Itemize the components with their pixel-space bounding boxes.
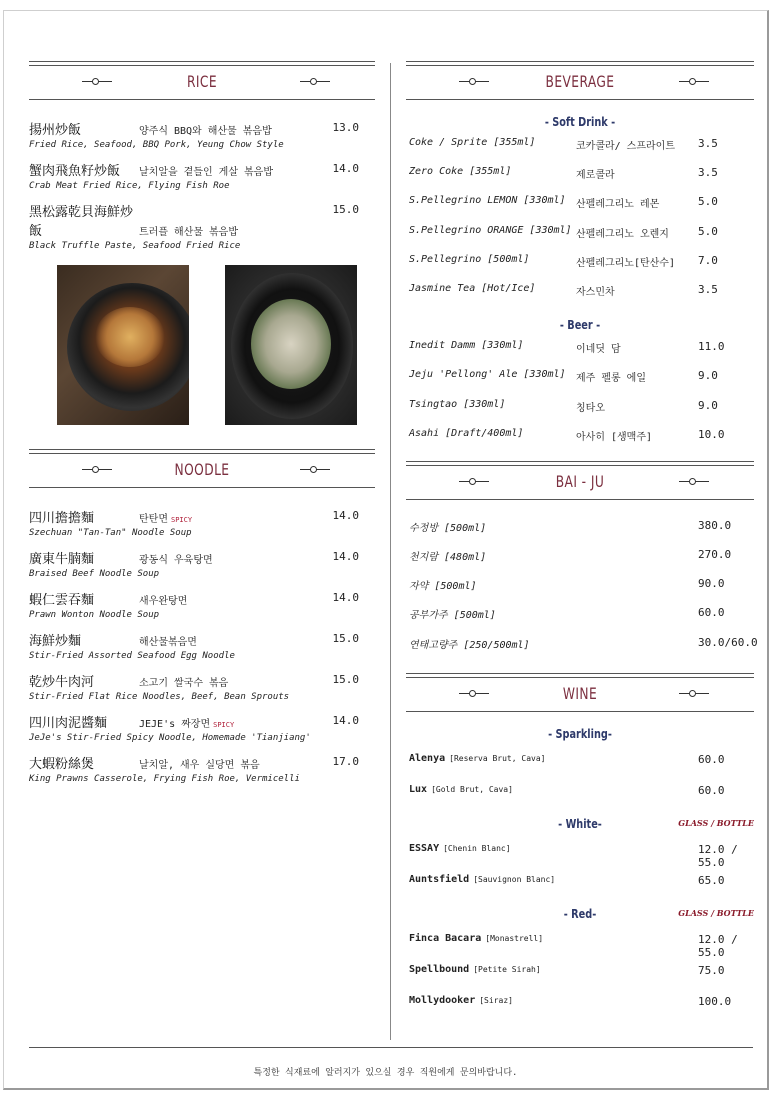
rice-title: RICE xyxy=(186,72,218,91)
menu-item: 廣東牛腩麵 광동식 우육탕면 Braised Beef Noodle Soup 14.0 xyxy=(29,550,359,579)
wine-header xyxy=(406,673,754,717)
red-header xyxy=(406,907,754,921)
rice-dish-photo xyxy=(225,265,357,425)
right-column xyxy=(406,61,758,1026)
item-price: 14.0 xyxy=(332,509,359,522)
menu-page xyxy=(3,10,769,1090)
baiju-row: 연태고량주 [250/500ml] 30.0/60.0 xyxy=(409,635,758,651)
footer-divider xyxy=(29,1047,753,1048)
item-price: 15.0 xyxy=(332,673,359,686)
ornament-icon xyxy=(679,693,709,695)
baiju-list xyxy=(406,518,758,665)
column-divider xyxy=(390,63,391,1040)
menu-item: 四川肉泥醬麵 JEJE's 짜장면 SPICY JeJe's Stir-Fried Spicy Noodle, Homemade 'Tianjiang' 14.0 xyxy=(29,714,359,743)
beverage-row: Inedit Damm [330ml] 이네딧 담 11.0 xyxy=(409,340,725,356)
item-price: 14.0 xyxy=(332,162,359,175)
wine-row: Spellbound [Petite Sirah] 75.0 xyxy=(409,963,725,977)
white-header xyxy=(406,817,754,831)
baiju-title: BAI - JU xyxy=(555,471,605,491)
sparkling-list xyxy=(406,753,754,815)
sparkling-title: - Sparkling- xyxy=(548,726,612,741)
noodle-header xyxy=(29,449,375,493)
beverage-row: Coke / Sprite [355ml] 코카콜라/ 스프라이트 3.5 xyxy=(409,137,718,152)
rice-list xyxy=(29,119,375,251)
item-price: 17.0 xyxy=(332,755,359,768)
ornament-icon xyxy=(679,81,709,83)
item-price: 14.0 xyxy=(332,714,359,727)
spicy-badge: SPICY xyxy=(213,721,235,729)
wine-title: WINE xyxy=(562,683,598,703)
beer-list xyxy=(406,340,754,457)
rice-header xyxy=(29,61,375,105)
spicy-badge: SPICY xyxy=(170,516,193,524)
ornament-icon xyxy=(679,481,709,483)
ornament-icon xyxy=(300,469,330,471)
menu-item: 黑松露乾貝海鮮炒飯 트러플 해산물 볶음밥 Black Truffle Paste, Seafood Fried Rice 15.0 xyxy=(29,203,359,251)
wine-row: Auntsfield [Sauvignon Blanc] 65.0 xyxy=(409,873,725,887)
beverage-row: Tsingtao [330ml] 칭타오 9.0 xyxy=(409,398,718,414)
baiju-row: 공부가주 [500ml] 60.0 xyxy=(409,606,725,622)
beverage-row: Asahi [Draft/400ml] 아사히 [생맥주] 10.0 xyxy=(409,427,725,443)
item-price: 14.0 xyxy=(332,550,359,563)
beverage-row: Zero Coke [355ml] 제로콜라 3.5 xyxy=(409,166,718,182)
menu-item: 乾炒牛肉河 소고기 쌀국수 볶음 Stir-Fried Flat Rice Noodles, Beef, Bean Sprouts 15.0 xyxy=(29,673,359,702)
soft-drink-title: - Soft Drink - xyxy=(544,115,616,129)
ornament-icon xyxy=(300,81,330,83)
item-price: 14.0 xyxy=(332,591,359,604)
noodle-dish-photo xyxy=(57,265,189,425)
menu-item: 四川擔擔麵 탄탄면 SPICY Szechuan "Tan-Tan" Noodle Soup 14.0 xyxy=(29,509,359,538)
white-title: - White- xyxy=(558,816,602,831)
beer-title: - Beer - xyxy=(559,318,601,333)
item-price: 15.0 xyxy=(332,632,359,645)
beverage-row: S.Pellegrino ORANGE [330ml] 산펠레그리노 오렌지 5.0 xyxy=(409,224,718,240)
wine-row: Mollydooker [Siraz] 100.0 xyxy=(409,994,732,1008)
menu-item: 海鮮炒麵 해산물볶음면 Stir-Fried Assorted Seafood Egg Noodle 15.0 xyxy=(29,632,359,661)
item-price: 15.0 xyxy=(332,203,359,216)
wine-row: Lux [Gold Brut, Cava] 60.0 xyxy=(409,783,725,797)
wine-row: Finca Bacara [Monastrell] 12.0 / 55.0 xyxy=(409,932,738,959)
beverage-row: S.Pellegrino LEMON [330ml] 산펠레그리노 레몬 5.0 xyxy=(409,195,718,211)
beverage-row: Jasmine Tea [Hot/Ice] 자스민차 3.5 xyxy=(409,282,718,298)
item-price: 13.0 xyxy=(332,121,359,134)
glass-bottle-label: GLASS / BOTTLE xyxy=(678,907,754,918)
menu-item: 蝦仁雲吞麵 새우완탕면 Prawn Wonton Noodle Soup 14.0 xyxy=(29,591,359,620)
soft-drink-list xyxy=(406,137,754,312)
baiju-row: 천지람 [480ml] 270.0 xyxy=(409,548,732,564)
noodle-list xyxy=(29,507,375,784)
beverage-header xyxy=(406,61,754,105)
beverage-row: S.Pellegrino [500ml] 산펠레그리노[탄산수] 7.0 xyxy=(409,253,718,269)
menu-item: 大蝦粉絲煲 날치알, 새우 실당면 볶음 King Prawns Casserole, Frying Fish Roe, Vermicelli 17.0 xyxy=(29,755,359,784)
left-column xyxy=(29,61,375,794)
beverage-row: Jeju 'Pellong' Ale [330ml] 제주 펠롱 에일 9.0 xyxy=(409,369,718,385)
menu-item: 蟹肉飛魚籽炒飯 날치알을 곁들인 게살 볶음밥 Crab Meat Fried Rice, Flying Fish Roe 14.0 xyxy=(29,162,359,191)
menu-item: 揚州炒飯 양주식 BBQ와 해산물 볶음밥 Fried Rice, Seafood, BBQ Pork, Yeung Chow Style 13.0 xyxy=(29,121,359,150)
noodle-title: NOODLE xyxy=(174,460,230,479)
glass-bottle-label: GLASS / BOTTLE xyxy=(678,817,754,828)
baiju-header xyxy=(406,461,754,505)
beverage-title: BEVERAGE xyxy=(545,72,615,91)
baiju-row: 자약 [500ml] 90.0 xyxy=(409,577,725,593)
baiju-row: 수정방 [500ml] 380.0 xyxy=(409,518,732,534)
allergy-notice: 특정한 식재료에 알러지가 있으실 경우 직원에게 문의바랍니다. xyxy=(253,1068,518,1078)
wine-row: ESSAY [Chenin Blanc] 12.0 / 55.0 xyxy=(409,842,738,869)
red-title: - Red- xyxy=(563,906,597,921)
red-list xyxy=(406,933,754,1026)
food-photos xyxy=(29,265,375,435)
wine-row: Alenya [Reserva Brut, Cava] 60.0 xyxy=(409,752,725,766)
white-list xyxy=(406,843,754,905)
